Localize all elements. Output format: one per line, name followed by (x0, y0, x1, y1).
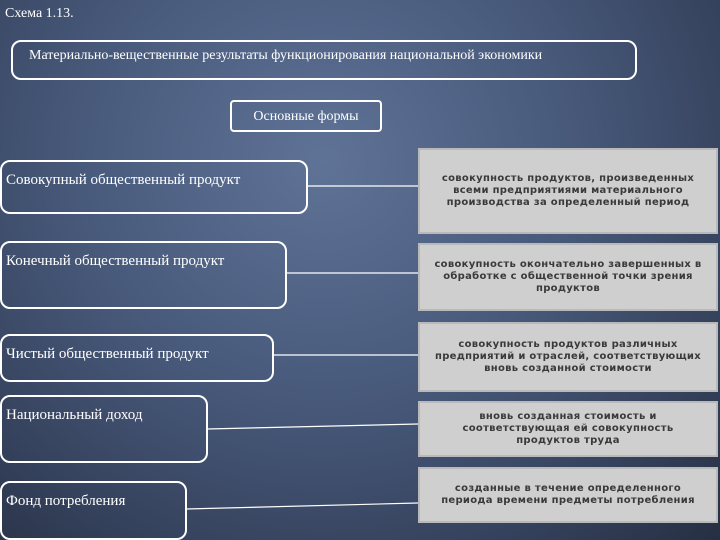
description-box-net-product (418, 322, 718, 392)
form-box-final-product (0, 241, 287, 309)
description-text: совокупность продуктов, произведенных всеми предприятиями материального производства за определенный период (441, 173, 695, 208)
description-box-national-income (418, 401, 718, 457)
description-text: совокупность продуктов различных предприятий и отраслей, соответствующих вновь созданной стоимости (435, 339, 701, 374)
connector-line (186, 503, 418, 509)
form-label: Чистый общественный продукт (6, 346, 209, 362)
description-text: вновь созданная стоимость и соответствующая ей совокупность продуктов труда (462, 411, 674, 446)
description-box-final-product (418, 243, 718, 311)
form-label: Конечный общественный продукт (6, 253, 225, 269)
form-box-consumption-fund (0, 481, 187, 540)
form-label: Совокупный общественный продукт (6, 172, 241, 188)
diagram-title: Материально-вещественные результаты функционирования национальной экономики (29, 48, 543, 63)
main-forms-label: Основные формы (253, 109, 359, 124)
form-label: Национальный доход (6, 407, 143, 423)
connector-line (207, 424, 418, 429)
description-box-consumption-fund (418, 467, 718, 523)
form-box-net-product (0, 334, 274, 382)
form-box-national-income (0, 395, 208, 463)
form-label: Фонд потребления (6, 493, 126, 509)
scheme-caption: Схема 1.13. (5, 6, 74, 21)
description-text: совокупность окончательно завершенных в обработке с общественной точки зрения продуктов (434, 259, 702, 294)
form-box-total-product (0, 160, 308, 214)
description-box-total-product (418, 148, 718, 234)
description-text: созданные в течение определенного периода времени предметы потребления (441, 483, 695, 506)
